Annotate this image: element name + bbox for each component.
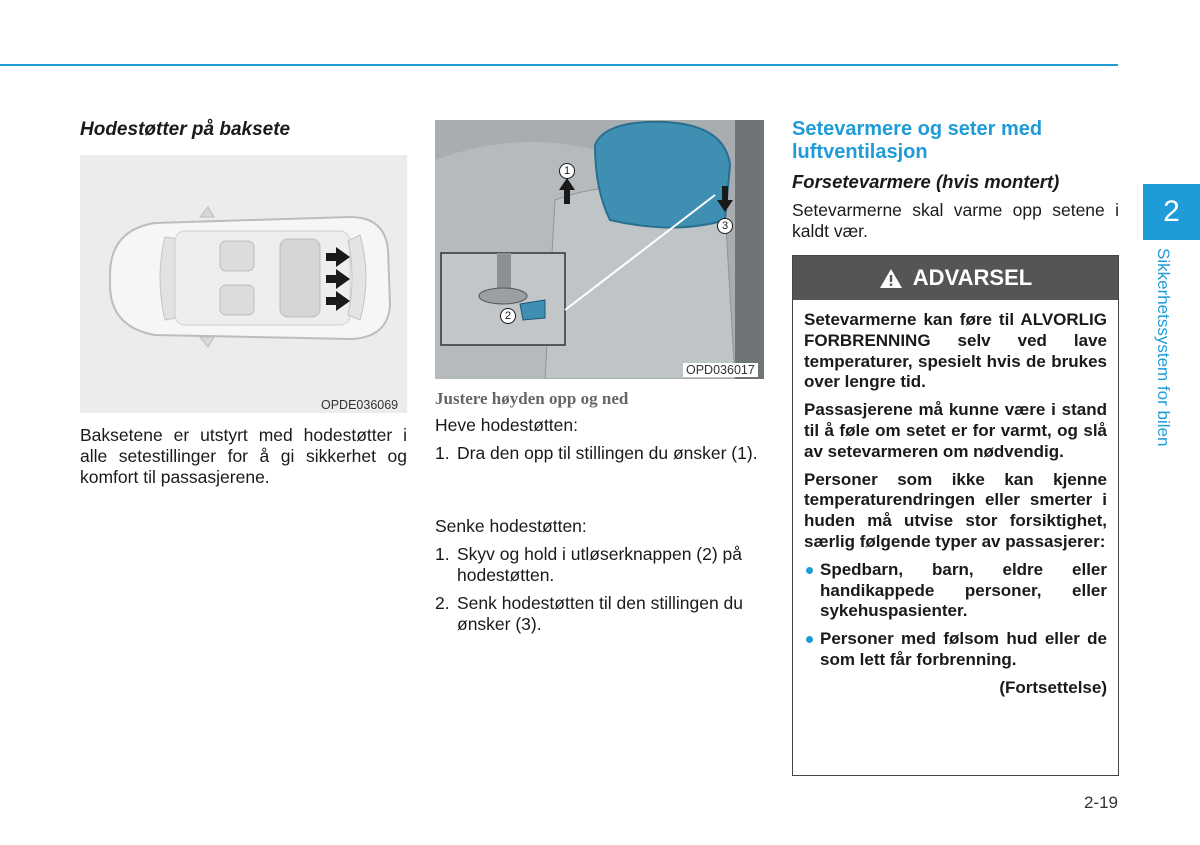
list-item <box>435 544 764 586</box>
step-number: 1. <box>435 443 450 463</box>
callout-1: 1 <box>559 163 575 179</box>
heater-body: Setevarmerne skal varme opp setene i kaldt vær. <box>792 200 1119 241</box>
raise-steps-list <box>435 443 764 464</box>
lower-intro: Senke hodestøtten: <box>435 516 587 536</box>
headrest-illustration <box>435 120 764 379</box>
figure-code: OPDE036069 <box>321 398 399 412</box>
warning-paragraph: Setevarmerne kan føre til ALVORLIG FORBRENNING selv ved lave temperaturer, spesielt hvis de brukes over lengre tid. <box>804 310 1107 392</box>
list-item: Spedbarn, barn, eldre eller handikappede personer, eller sykehuspasienter. <box>804 560 1107 622</box>
step-text: Skyv og hold i utløserknappen (2) på hodestøtten. <box>457 544 743 585</box>
chapter-number-tab: 2 <box>1143 184 1200 240</box>
step-number: 2. <box>435 593 450 613</box>
car-topview-illustration <box>80 155 407 413</box>
list-item: Personer med følsom hud eller de som lett får forbrenning. <box>804 629 1107 671</box>
warning-body <box>793 300 1118 699</box>
header-rule <box>0 64 1118 66</box>
car-topview-figure <box>80 155 407 413</box>
callout-3: 3 <box>717 218 733 234</box>
front-heater-subheading: Forsetevarmere (hvis montert) <box>792 171 1060 192</box>
list-item <box>435 443 764 464</box>
list-item <box>435 593 764 635</box>
warning-bullet-list <box>804 560 1107 671</box>
warning-paragraph: Passasjerene må kunne være i stand til å føle om setet er for varmt, og slå av setevarmeren om nødvendig. <box>804 400 1107 461</box>
callout-2: 2 <box>500 308 516 324</box>
seat-heater-heading: Setevarmere og seter med luftventilasjon <box>792 118 1043 163</box>
warning-triangle-icon <box>879 268 903 289</box>
rear-headrest-heading: Hodestøtter på baksete <box>80 119 291 140</box>
continued-label: (Fortsettelse) <box>999 677 1107 697</box>
adjust-height-heading: Justere høyden opp og ned <box>435 389 629 408</box>
warning-title: ADVARSEL <box>912 265 1033 290</box>
warning-paragraph: Personer som ikke kan kjenne temperaturendringen eller smerter i huden må utvise stor forsiktighet, særlig følgende typer av passasjerer: <box>804 469 1107 551</box>
raise-intro: Heve hodestøtten: <box>435 415 578 435</box>
step-number: 1. <box>435 544 450 564</box>
warning-box <box>792 255 1119 776</box>
page-number: 2-19 <box>1083 793 1118 812</box>
step-text: Dra den opp til stillingen du ønsker (1). <box>457 443 758 463</box>
rear-headrest-body: Baksetene er utstyrt med hodestøtter i alle setestillinger for å gi sikkerhet og komfort til passasjerene. <box>80 425 407 487</box>
headrest-adjust-figure <box>435 120 764 379</box>
figure-code: OPD036017 <box>683 363 758 377</box>
warning-header <box>793 256 1118 300</box>
lower-steps-list <box>435 544 764 635</box>
step-text: Senk hodestøtten til den stillingen du ønsker (3). <box>457 593 744 634</box>
chapter-title: Sikkerhetssystem for bilen <box>1154 248 1173 447</box>
